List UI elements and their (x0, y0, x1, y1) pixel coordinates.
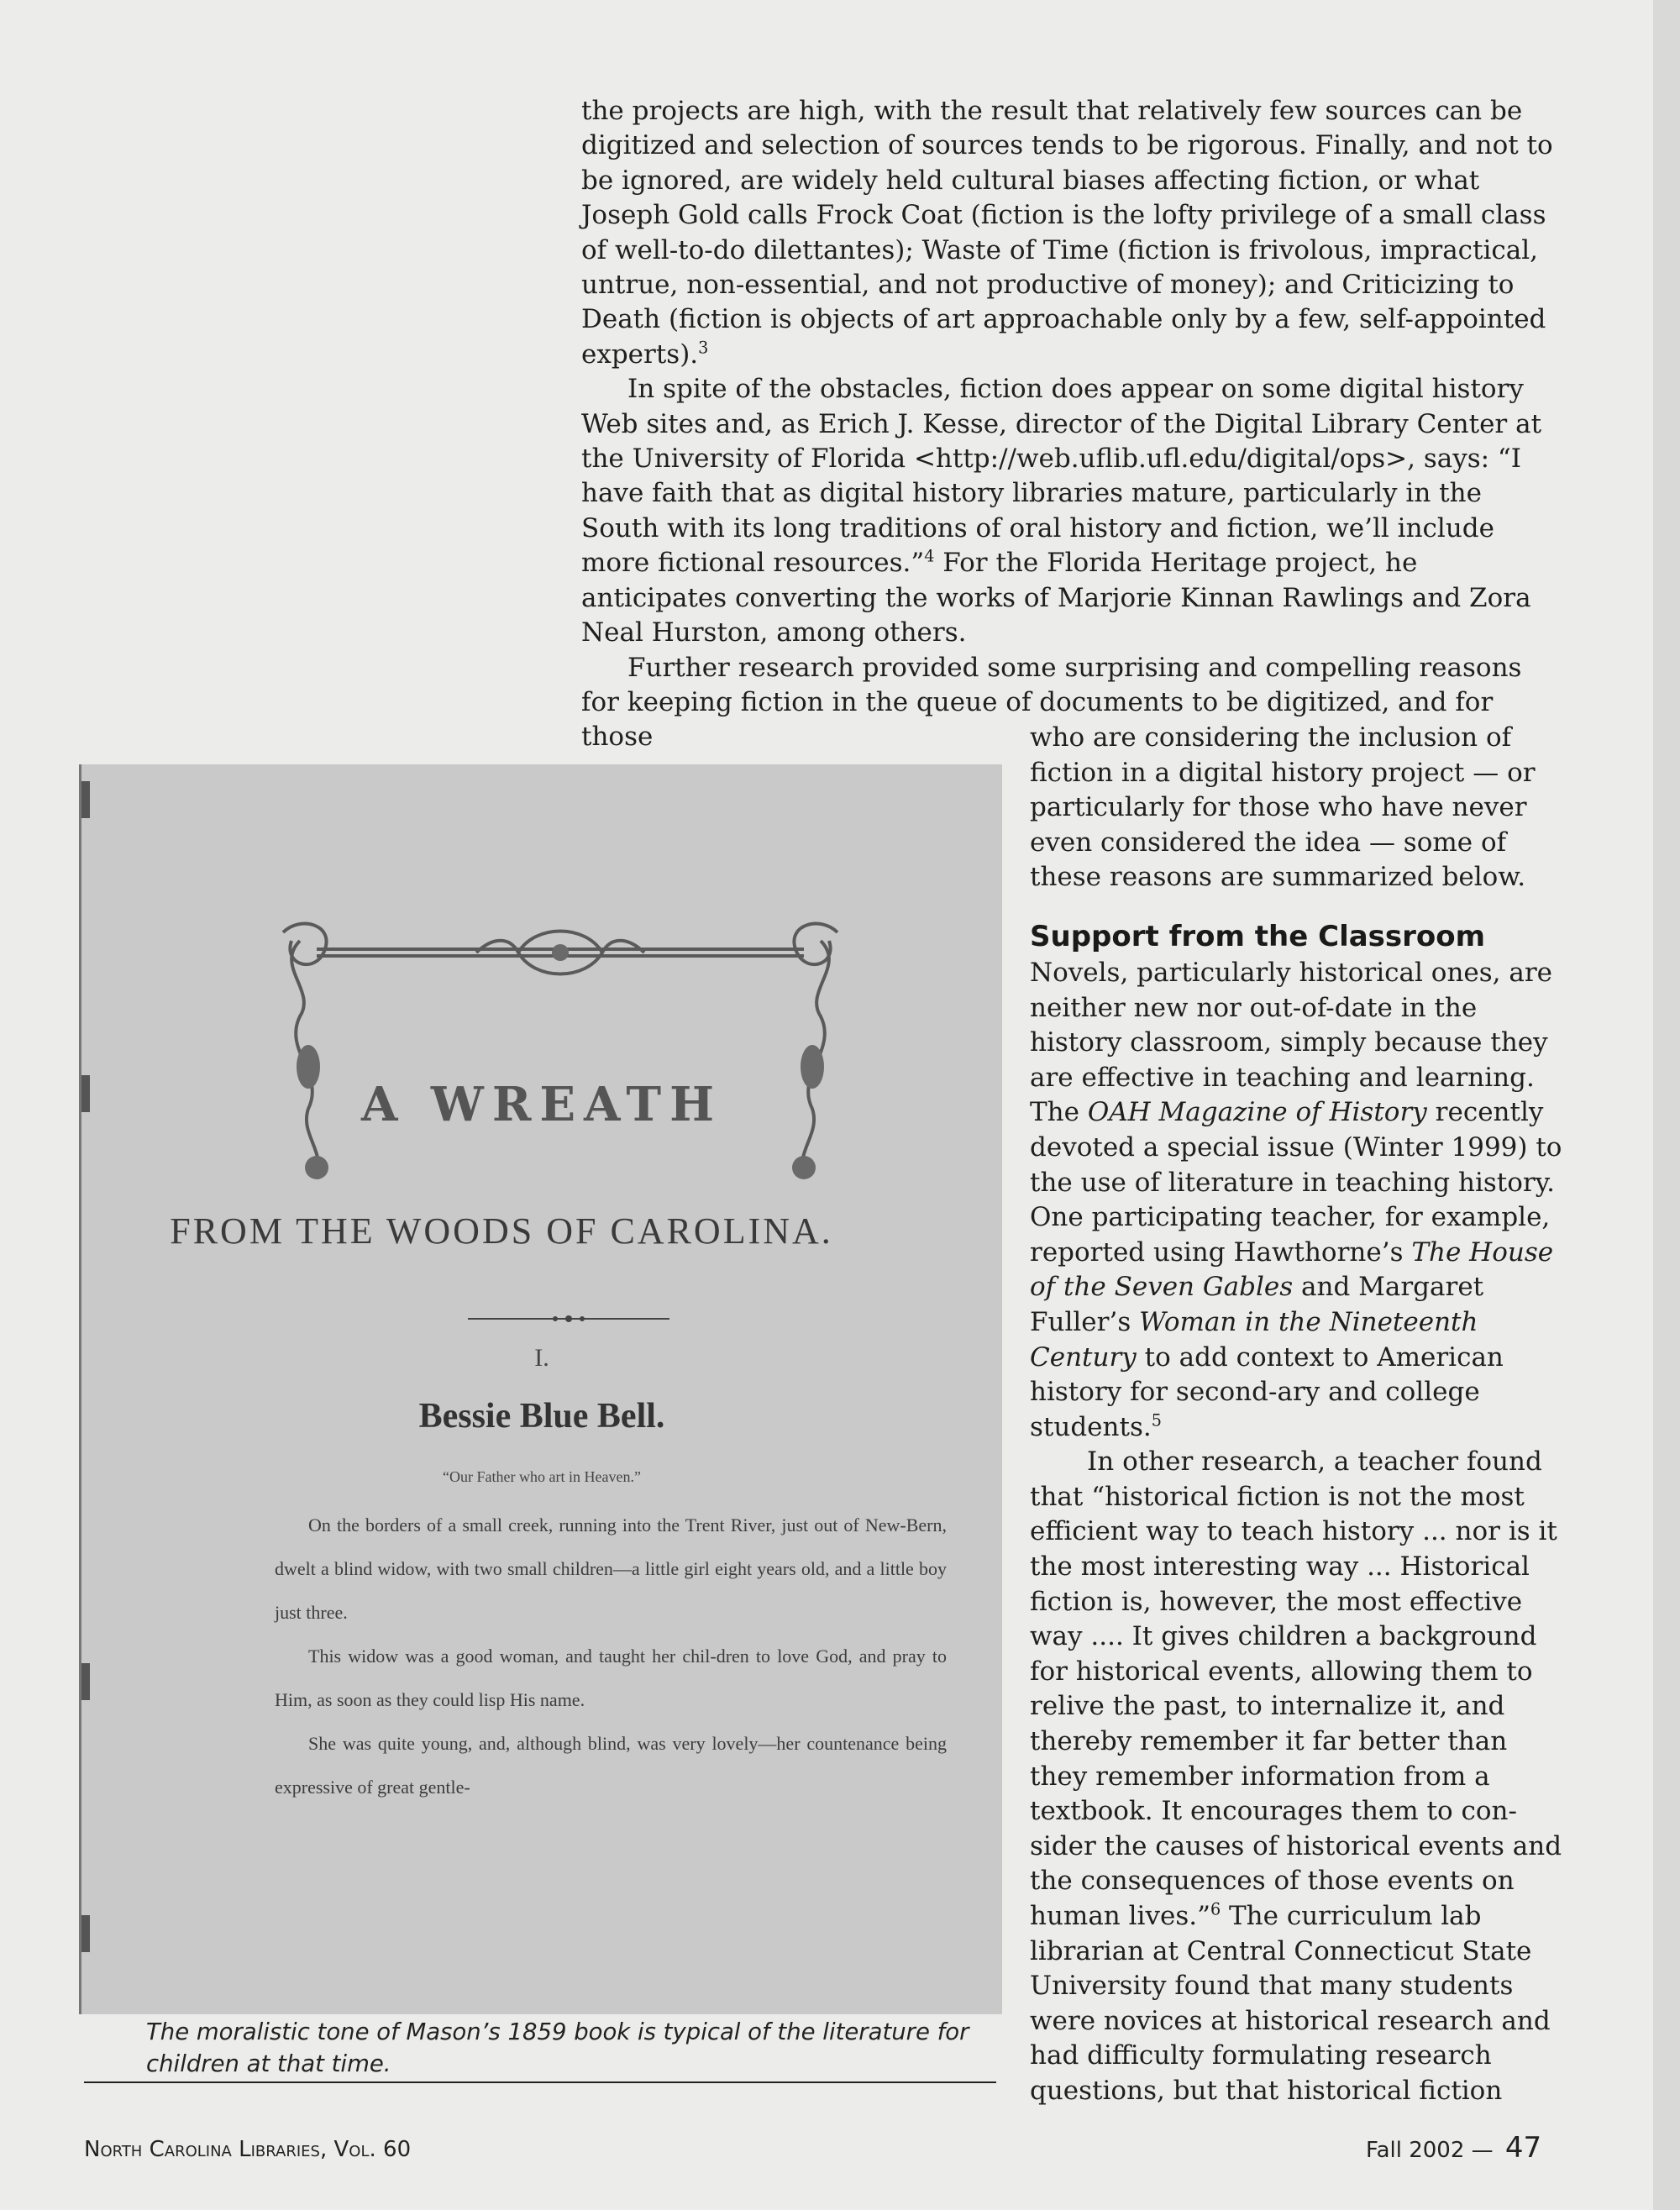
footnote-ref-6: 6 (1210, 1899, 1221, 1919)
page-number: 47 (1504, 2131, 1542, 2165)
book-wreath-title: A WREATH (360, 1077, 723, 1132)
main-text-block (581, 94, 1561, 755)
spine-mark (80, 781, 90, 818)
footer-dash: — (1471, 2138, 1494, 2163)
figure-caption: The moralistic tone of Mason’s 1859 book is typical of the literature for children at that time. (146, 2018, 969, 2077)
chapter-number: I. (534, 1344, 549, 1372)
book-page-text (275, 1504, 947, 1809)
footer-page-info (1366, 2131, 1541, 2165)
book-page-image (79, 764, 1002, 2014)
chapter-epigraph: “Our Father who art in Heaven.” (443, 1468, 641, 1485)
paragraph-3: Further research provided some surprising and compelling reasons for keeping fiction in the queue of documents to be digitized, and for those (581, 652, 1522, 753)
book-paragraph: On the borders of a small creek, running into the Trent River, just out of New-Bern, dwelt a blind widow, with two small children—a little girl eight years old, and a little boy just three. (275, 1514, 947, 1623)
paragraph-5: In other research, a teacher found that “historical fiction is not the most efficient way to teach history ... nor is it the most interesting way ... Historical fiction is, however, the most effective way .... It gives children a background for historical events, allowing them to relive the past, to internalize it, and thereby remember it far better than they remember information from a textbook. It encourages them to con-sider the causes of historical events and the consequences of those events on human lives.”$^6$ The curriculum lab librarian at Central Connecticut State University found that many students were novices at historical research and had difficulty formulating research questions, but that historical fiction (1030, 1446, 1562, 2106)
paragraph-4: Novels, particularly historical ones, are neither new nor out-of-date in the history classroom, simply because they are effective in teaching and learning. The OAH Magazine of History recently devoted a special issue (Winter 1999) to the use of literature in teaching history. One participating teacher, for example, reported using Hawthorne’s The House of the Seven Gables and Margaret Fuller’s Woman in the Nineteenth Century to add context to American history for second-ary and college students.$^5$ (1030, 957, 1562, 1442)
footnote-ref-4: 4 (924, 546, 935, 566)
paragraph-3-continued: who are considering the inclusion of fiction in a digital history project — or particularly for those who have never even considered the idea — some of these reasons are summarized below. (1030, 722, 1536, 893)
footer-journal: North Carolina Libraries, Vol. 60 (84, 2137, 412, 2162)
spine-mark (80, 1663, 90, 1700)
book-paragraph: This widow was a good woman, and taught her chil-dren to love God, and pray to Him, as soon as they could lisp His name. (275, 1646, 947, 1710)
paragraph-1: the projects are high, with the result that relatively few sources can be digitized and selection of sources tends to be rigorous. Finally, and not to be ignored, are widely held cultural biases affecting fiction, or what Joseph Gold calls Frock Coat (fiction is the lofty privilege of a small class of well-to-do dilettantes); Waste of Time (fiction is frivolous, impractical, untrue, non-essential, and not productive of money); and Criticizing to Death (fiction is objects of art approachable only by a few, self-appointed experts).$^3$ (581, 96, 1553, 370)
book-paragraph: She was quite young, and, although blind, was very lovely—her countenance being expressive of great gentle- (275, 1733, 947, 1798)
footnote-ref-3: 3 (698, 338, 709, 358)
ornamental-border-icon (266, 916, 854, 1193)
footer-issue: Fall 2002 (1366, 2138, 1465, 2163)
spine-mark (80, 1915, 90, 1952)
section-heading: Support from the Classroom (1030, 919, 1486, 953)
page-edge-shadow (1653, 0, 1680, 2210)
right-column (1030, 721, 1567, 2109)
book-title: FROM THE WOODS OF CAROLINA. (170, 1210, 833, 1252)
chapter-title: Bessie Blue Bell. (418, 1397, 665, 1436)
divider-ornament-icon (468, 1310, 669, 1327)
paragraph-2: In spite of the obstacles, fiction does appear on some digital history Web sites and, as Erich J. Kesse, director of the Digital Library Center at the University of Florida <http://web.uflib.ufl.edu/digital/ops>, says: “I have faith that as digital history libraries mature, particularly in the South with its long traditions of oral history and fiction, we’ll include more fictional resources.”$^4$ For the Florida Heritage project, he anticipates converting the works of Marjorie Kinnan Rawlings and Zora Neal Hurston, among others. (581, 374, 1542, 648)
caption-rule (84, 2081, 996, 2083)
footnote-ref-5: 5 (1151, 1410, 1162, 1430)
